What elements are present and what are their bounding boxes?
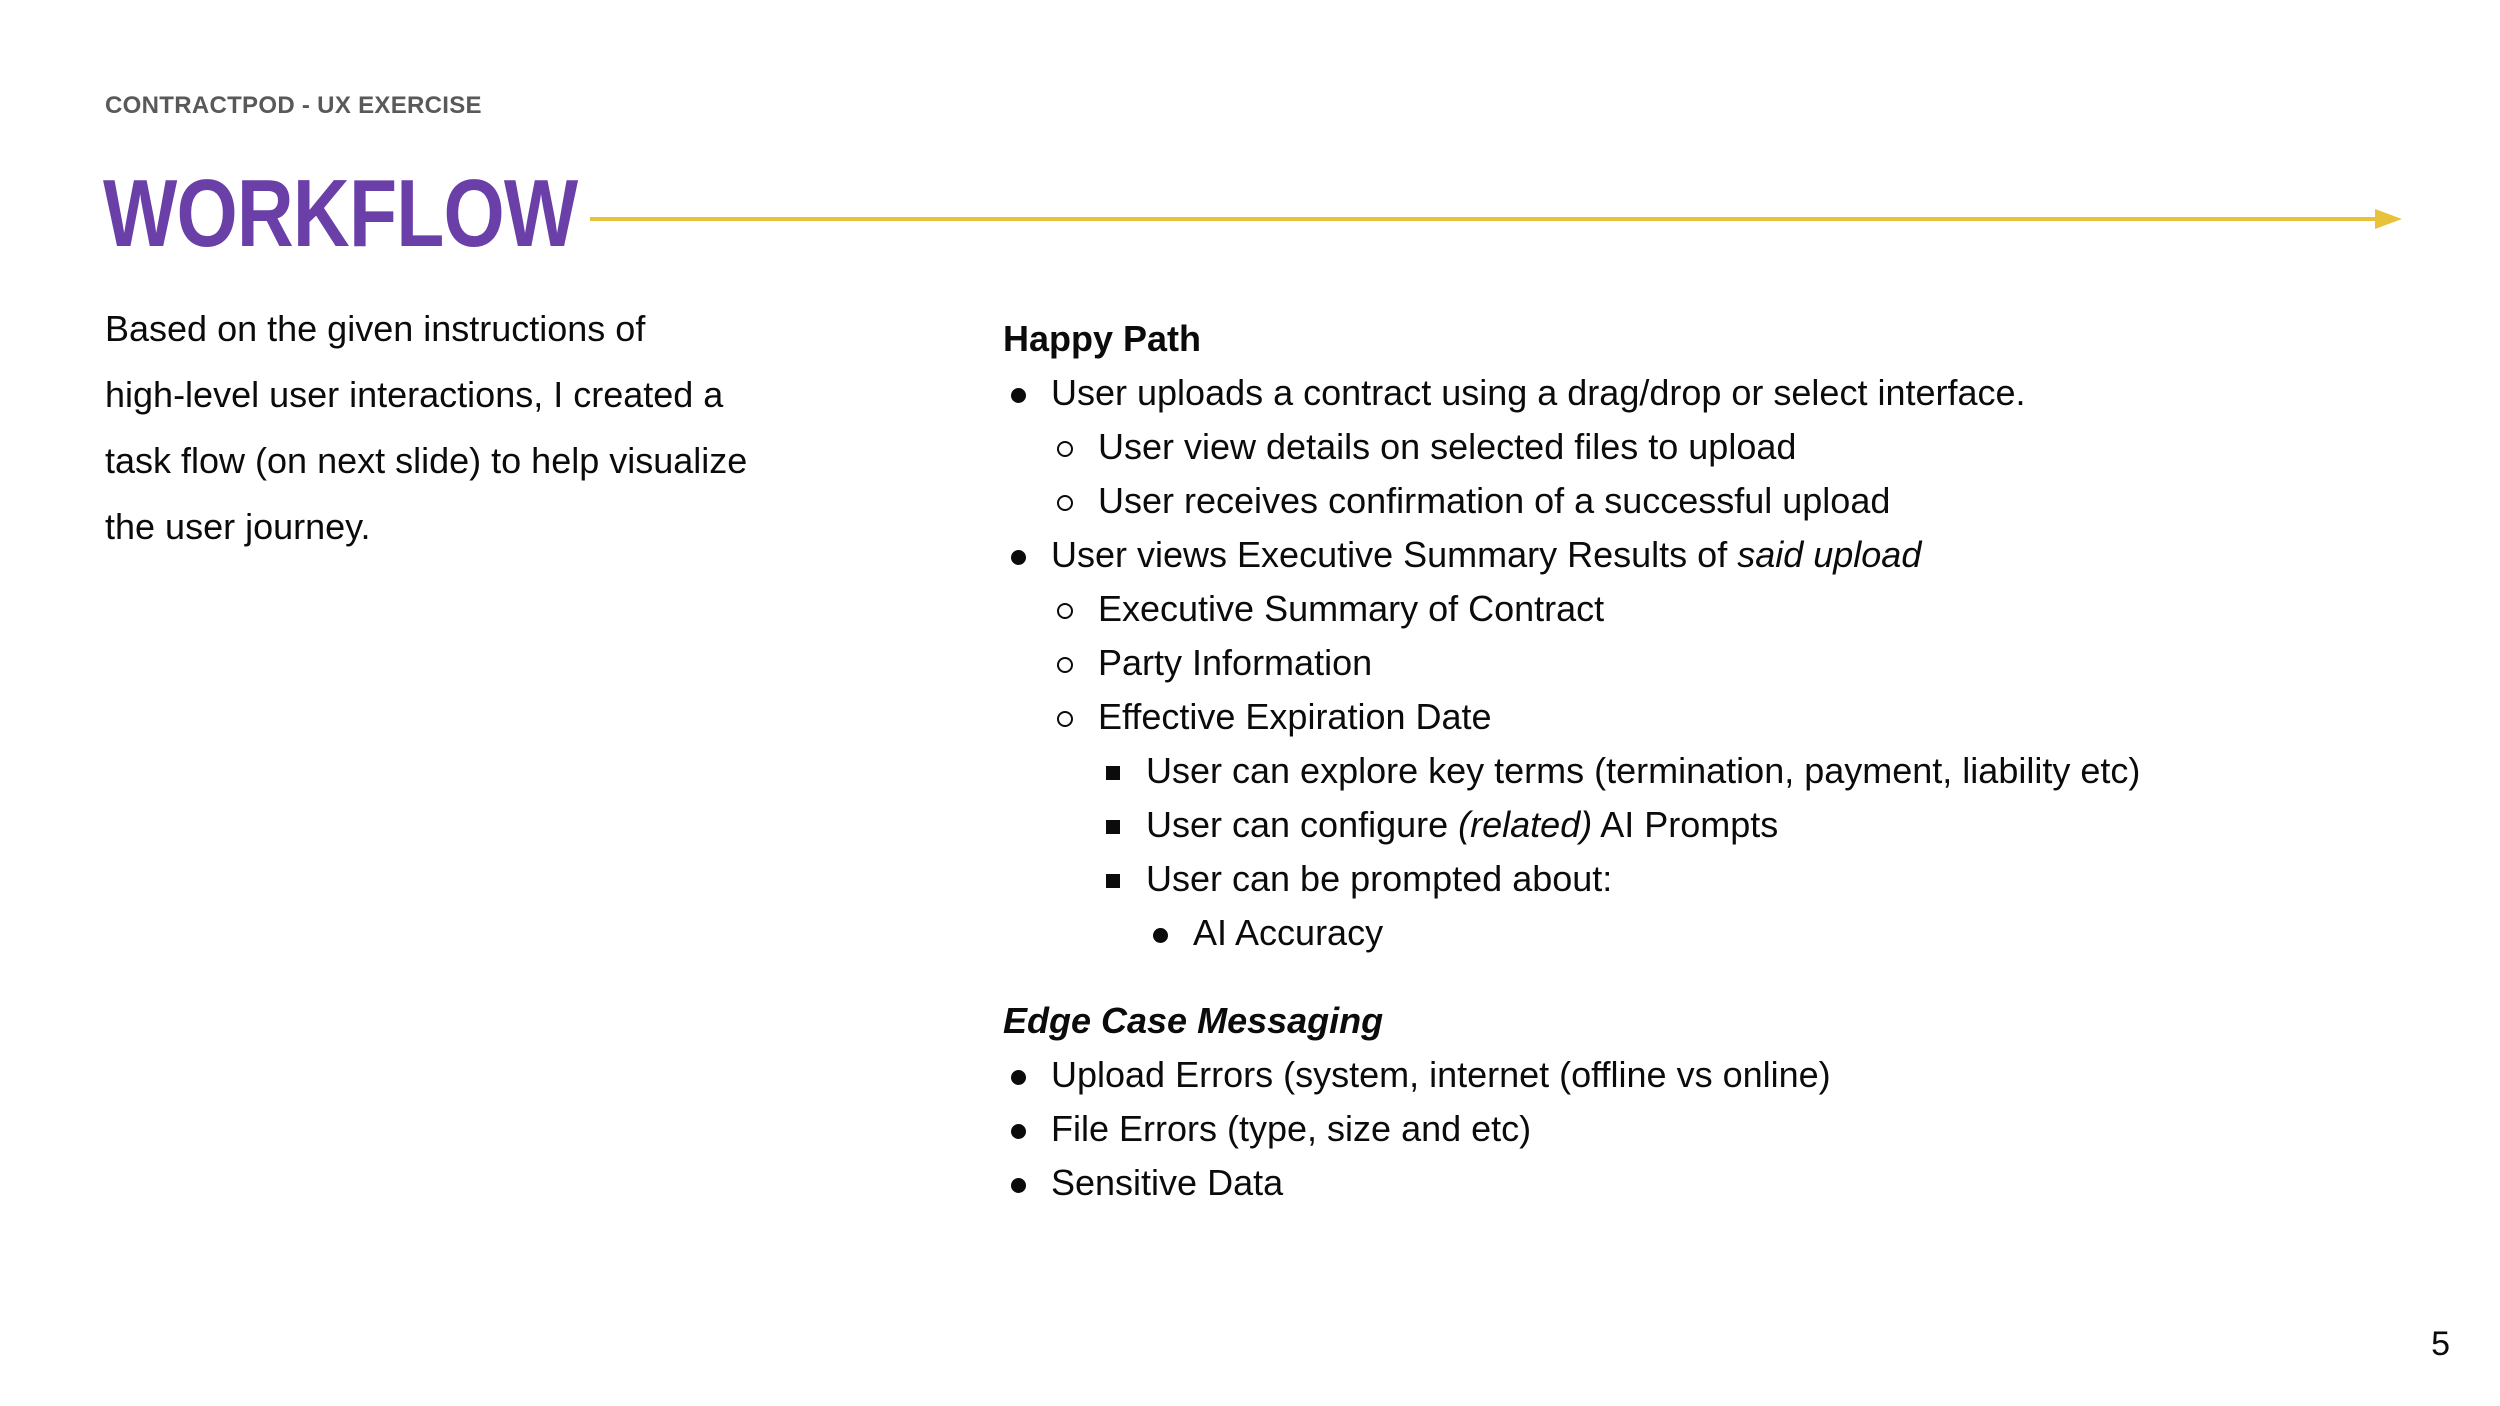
list-item: [1003, 1156, 2453, 1210]
bullet-dot-icon: [1003, 528, 1033, 582]
bullet-dot-icon: [1003, 1102, 1033, 1156]
list-item: [1003, 690, 2453, 744]
list-item: [1003, 798, 2453, 852]
page-number: 5: [2431, 1325, 2450, 1363]
list-item-text: File Errors (type, size and etc): [1051, 1108, 1532, 1149]
content-panel: [1003, 312, 2453, 1210]
list-item-text: Upload Errors (system, internet (offline vs online): [1051, 1054, 1831, 1095]
section-gap: [1003, 960, 2453, 994]
bullet-dot-icon: [1003, 1048, 1033, 1102]
slide-eyebrow: CONTRACTPOD - UX EXERCISE: [105, 92, 482, 119]
list-item-text: [1051, 528, 1921, 582]
bullet-circle-icon: [1050, 474, 1080, 528]
intro-line: Based on the given instructions of: [105, 308, 646, 349]
intro-paragraph: [105, 296, 825, 560]
bullet-dot-icon: [1145, 906, 1175, 960]
edge-case-heading: Edge Case Messaging: [1003, 1000, 1384, 1041]
intro-line: high-level user interactions, I created a: [105, 374, 724, 415]
list-item-text-italic: said upload: [1737, 534, 1922, 575]
list-item-text: Sensitive Data: [1051, 1162, 1284, 1203]
list-item-text: Party Information: [1098, 642, 1373, 683]
bullet-square-icon: [1098, 798, 1128, 852]
list-item: [1003, 1048, 2453, 1102]
bullet-circle-icon: [1050, 690, 1080, 744]
page-title: WORKFLOW: [103, 160, 578, 267]
list-item-text: User receives confirmation of a successful upload: [1098, 480, 1891, 521]
list-item-text: Executive Summary of Contract: [1098, 588, 1605, 629]
list-item-text: User uploads a contract using a drag/drop or select interface.: [1051, 372, 2026, 413]
list-item-text: User can explore key terms (termination, payment, liability etc): [1146, 750, 2141, 791]
happy-path-heading: Happy Path: [1003, 318, 1202, 359]
list-item: [1003, 474, 2453, 528]
list-item-text: Effective Expiration Date: [1098, 696, 1492, 737]
list-item: [1003, 1102, 2453, 1156]
list-item-text-prefix: User views Executive Summary Results of: [1051, 534, 1738, 575]
list-item: [1003, 852, 2453, 906]
list-item-text: AI Accuracy: [1193, 912, 1384, 953]
bullet-square-icon: [1098, 852, 1128, 906]
intro-line: task flow (on next slide) to help visualize: [105, 440, 748, 481]
bullet-dot-icon: [1003, 366, 1033, 420]
list-item: [1003, 582, 2453, 636]
bullet-circle-icon: [1050, 636, 1080, 690]
arrow-right-icon: [590, 204, 2402, 234]
intro-line: the user journey.: [105, 506, 371, 547]
list-item-text-italic: (related): [1458, 804, 1593, 845]
list-item: [1003, 366, 2453, 420]
bullet-dot-icon: [1003, 1156, 1033, 1210]
list-item: [1003, 906, 2453, 960]
list-item: [1003, 744, 2453, 798]
list-item: [1003, 528, 2453, 582]
list-item: [1003, 636, 2453, 690]
bullet-square-icon: [1098, 744, 1128, 798]
bullet-circle-icon: [1050, 582, 1080, 636]
list-item-text-suffix: AI Prompts: [1592, 804, 1779, 845]
list-item-text-prefix: User can configure: [1146, 804, 1459, 845]
list-item: [1003, 420, 2453, 474]
bullet-circle-icon: [1050, 420, 1080, 474]
list-item-text: [1146, 798, 1778, 852]
list-item-text: User can be prompted about:: [1146, 858, 1613, 899]
list-item-text: User view details on selected files to upload: [1098, 426, 1797, 467]
